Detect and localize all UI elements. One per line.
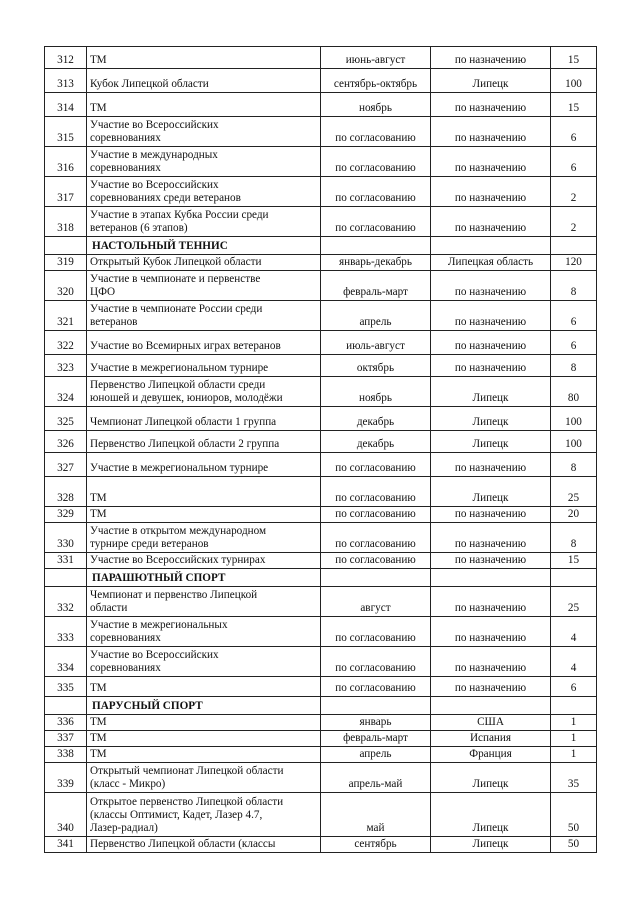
event-name-cell <box>87 407 321 431</box>
event-place-cell: по назначению <box>431 301 551 331</box>
event-name-line: ТМ <box>90 492 107 504</box>
event-name-line: Участие во Всероссийских <box>90 119 219 131</box>
table-row <box>45 271 597 301</box>
event-date-cell: апрель <box>321 301 431 331</box>
event-name-line: ЦФО <box>90 286 116 298</box>
participant-count-cell: 100 <box>551 431 597 453</box>
event-place-cell: США <box>431 715 551 731</box>
event-name-cell <box>87 731 321 747</box>
event-place-cell: Липецк <box>431 837 551 853</box>
table-row <box>45 837 597 853</box>
event-place-cell <box>431 237 551 255</box>
row-number-cell: 330 <box>45 523 87 553</box>
event-name-cell <box>87 587 321 617</box>
event-name-cell <box>87 301 321 331</box>
participant-count-cell: 35 <box>551 763 597 793</box>
table-row <box>45 301 597 331</box>
event-name-cell <box>87 177 321 207</box>
row-number-cell: 319 <box>45 255 87 271</box>
row-number-cell: 324 <box>45 377 87 407</box>
event-name-line: Участие в межрегиональном турнире <box>90 462 269 474</box>
event-place-cell: по назначению <box>431 331 551 355</box>
event-date-cell: по согласованию <box>321 453 431 477</box>
event-date-cell: январь <box>321 715 431 731</box>
event-name-line: соревнованиях <box>90 632 161 644</box>
participant-count-cell: 15 <box>551 47 597 69</box>
table-row <box>45 93 597 117</box>
table-row <box>45 477 597 507</box>
table-row <box>45 117 597 147</box>
row-number-cell: 341 <box>45 837 87 853</box>
event-place-cell: по назначению <box>431 177 551 207</box>
section-title <box>87 697 321 715</box>
event-name-cell <box>87 553 321 569</box>
event-date-cell: февраль-март <box>321 271 431 301</box>
participant-count-cell: 4 <box>551 647 597 677</box>
event-name-cell <box>87 147 321 177</box>
event-name-line: Участие в чемпионате и первенстве <box>90 273 261 285</box>
event-name-line: Участие в международных <box>90 149 218 161</box>
row-number-cell: 314 <box>45 93 87 117</box>
table-row <box>45 177 597 207</box>
event-date-cell: по согласованию <box>321 677 431 697</box>
event-name-cell <box>87 207 321 237</box>
event-name-line: Участие в межрегиональном турнире <box>90 362 269 374</box>
row-number-cell: 336 <box>45 715 87 731</box>
row-number-cell: 338 <box>45 747 87 763</box>
event-date-cell <box>321 569 431 587</box>
event-name-line: Чемпионат Липецкой области 1 группа <box>90 416 277 428</box>
event-name-cell <box>87 93 321 117</box>
event-place-cell: по назначению <box>431 677 551 697</box>
event-name-cell <box>87 255 321 271</box>
event-place-cell <box>431 697 551 715</box>
event-name-cell <box>87 523 321 553</box>
event-place-cell: Липецк <box>431 377 551 407</box>
event-place-cell: по назначению <box>431 147 551 177</box>
event-name-line: ветеранов (6 этапов) <box>90 222 188 234</box>
event-name-line: ТМ <box>90 682 107 694</box>
event-place-cell: по назначению <box>431 271 551 301</box>
row-number-cell: 337 <box>45 731 87 747</box>
events-table <box>44 46 597 853</box>
table-row <box>45 377 597 407</box>
participant-count-cell: 80 <box>551 377 597 407</box>
event-date-cell: февраль-март <box>321 731 431 747</box>
event-name-cell <box>87 47 321 69</box>
row-number-cell: 335 <box>45 677 87 697</box>
event-date-cell: по согласованию <box>321 147 431 177</box>
participant-count-cell: 50 <box>551 837 597 853</box>
table-row <box>45 677 597 697</box>
table-row <box>45 553 597 569</box>
event-name-line: ТМ <box>90 716 107 728</box>
event-name-cell <box>87 377 321 407</box>
participant-count-cell: 1 <box>551 731 597 747</box>
participant-count-cell: 20 <box>551 507 597 523</box>
event-date-cell: апрель-май <box>321 763 431 793</box>
event-date-cell: по согласованию <box>321 177 431 207</box>
event-place-cell <box>431 569 551 587</box>
participant-count-cell <box>551 697 597 715</box>
row-number-cell: 321 <box>45 301 87 331</box>
section-header-row <box>45 697 597 715</box>
event-name-line: области <box>90 602 128 614</box>
table-row <box>45 453 597 477</box>
participant-count-cell: 6 <box>551 677 597 697</box>
event-date-cell: по согласованию <box>321 523 431 553</box>
event-place-cell: по назначению <box>431 453 551 477</box>
event-place-cell: Липецкая область <box>431 255 551 271</box>
row-number-cell <box>45 237 87 255</box>
row-number-cell: 316 <box>45 147 87 177</box>
participant-count-cell: 25 <box>551 477 597 507</box>
event-name-line: Участие в чемпионате России среди <box>90 303 263 315</box>
event-name-line: юношей и девушек, юниоров, молодёжи <box>90 392 283 404</box>
event-place-cell: Липецк <box>431 763 551 793</box>
event-date-cell: сентябрь <box>321 837 431 853</box>
event-date-cell: по согласованию <box>321 617 431 647</box>
event-name-line: соревнованиях <box>90 162 161 174</box>
participant-count-cell: 50 <box>551 793 597 837</box>
event-place-cell: по назначению <box>431 207 551 237</box>
event-place-cell: Липецк <box>431 69 551 93</box>
event-name-line: Участие в этапах Кубка России среди <box>90 209 269 221</box>
event-place-cell: Испания <box>431 731 551 747</box>
event-name-line: Участие во Всероссийских <box>90 649 219 661</box>
participant-count-cell: 8 <box>551 453 597 477</box>
event-name-cell <box>87 331 321 355</box>
event-name-cell <box>87 793 321 837</box>
event-name-cell <box>87 747 321 763</box>
event-place-cell: по назначению <box>431 93 551 117</box>
event-name-line: Кубок Липецкой области <box>90 78 209 90</box>
table-row <box>45 587 597 617</box>
event-date-cell: октябрь <box>321 355 431 377</box>
event-date-cell: май <box>321 793 431 837</box>
table-row <box>45 715 597 731</box>
participant-count-cell: 100 <box>551 69 597 93</box>
participant-count-cell: 6 <box>551 147 597 177</box>
event-place-cell: Липецк <box>431 477 551 507</box>
table-row <box>45 731 597 747</box>
section-header-row <box>45 237 597 255</box>
event-name-line: Открытое первенство Липецкой области <box>90 796 284 808</box>
event-name-line: ТМ <box>90 732 107 744</box>
table-row <box>45 255 597 271</box>
event-name-line: Участие во Всемирных играх ветеранов <box>90 340 281 352</box>
event-name-cell <box>87 453 321 477</box>
row-number-cell: 332 <box>45 587 87 617</box>
participant-count-cell: 2 <box>551 207 597 237</box>
table-row <box>45 647 597 677</box>
event-name-line: Участие в открытом международном <box>90 525 267 537</box>
event-name-cell <box>87 477 321 507</box>
event-date-cell: по согласованию <box>321 507 431 523</box>
event-place-cell: Липецк <box>431 431 551 453</box>
event-date-cell: по согласованию <box>321 647 431 677</box>
event-date-cell: ноябрь <box>321 377 431 407</box>
row-number-cell: 320 <box>45 271 87 301</box>
row-number-cell <box>45 569 87 587</box>
table-row <box>45 523 597 553</box>
event-name-line: ТМ <box>90 508 107 520</box>
participant-count-cell: 120 <box>551 255 597 271</box>
event-date-cell: по согласованию <box>321 553 431 569</box>
table-row <box>45 763 597 793</box>
event-name-line: ветеранов <box>90 316 138 328</box>
table-row <box>45 207 597 237</box>
event-place-cell: по назначению <box>431 617 551 647</box>
participant-count-cell: 8 <box>551 523 597 553</box>
event-name-line: Участие в межрегиональных <box>90 619 228 631</box>
event-date-cell: июнь-август <box>321 47 431 69</box>
participant-count-cell: 15 <box>551 553 597 569</box>
event-name-line: Участие во Всероссийских <box>90 179 219 191</box>
participant-count-cell: 4 <box>551 617 597 647</box>
table-row <box>45 355 597 377</box>
table-row <box>45 431 597 453</box>
table-row <box>45 507 597 523</box>
participant-count-cell: 6 <box>551 301 597 331</box>
section-title <box>87 237 321 255</box>
event-name-line: Первенство Липецкой области 2 группа <box>90 438 280 450</box>
event-name-line: Первенство Липецкой области (классы <box>90 838 276 850</box>
event-name-cell <box>87 617 321 647</box>
event-name-line: турнире среди ветеранов <box>90 538 209 550</box>
row-number-cell: 333 <box>45 617 87 647</box>
event-place-cell: по назначению <box>431 587 551 617</box>
section-title <box>87 569 321 587</box>
event-date-cell: апрель <box>321 747 431 763</box>
event-name-cell <box>87 271 321 301</box>
row-number-cell: 327 <box>45 453 87 477</box>
event-name-line: (класс - Микро) <box>90 778 166 790</box>
event-name-cell <box>87 837 321 853</box>
event-place-cell: Липецк <box>431 793 551 837</box>
event-name-cell <box>87 355 321 377</box>
row-number-cell: 329 <box>45 507 87 523</box>
event-place-cell: Франция <box>431 747 551 763</box>
event-name-line: Открытый Кубок Липецкой области <box>90 256 262 268</box>
event-place-cell: по назначению <box>431 553 551 569</box>
events-table-body <box>45 47 597 853</box>
row-number-cell: 334 <box>45 647 87 677</box>
event-date-cell: по согласованию <box>321 117 431 147</box>
section-header-row <box>45 569 597 587</box>
event-name-line: (классы Оптимист, Кадет, Лазер 4.7, <box>90 809 263 821</box>
event-name-cell <box>87 69 321 93</box>
event-name-cell <box>87 431 321 453</box>
event-date-cell <box>321 697 431 715</box>
table-row <box>45 793 597 837</box>
participant-count-cell <box>551 569 597 587</box>
event-date-cell: по согласованию <box>321 207 431 237</box>
event-place-cell: по назначению <box>431 507 551 523</box>
table-row <box>45 69 597 93</box>
event-place-cell: Липецк <box>431 407 551 431</box>
table-row <box>45 617 597 647</box>
event-name-line: соревнованиях <box>90 132 161 144</box>
event-name-line: ПАРАШЮТНЫЙ СПОРТ <box>92 572 226 584</box>
event-place-cell: по назначению <box>431 523 551 553</box>
event-place-cell: по назначению <box>431 47 551 69</box>
participant-count-cell: 15 <box>551 93 597 117</box>
row-number-cell: 340 <box>45 793 87 837</box>
table-row <box>45 47 597 69</box>
table-row <box>45 747 597 763</box>
event-name-cell <box>87 763 321 793</box>
participant-count-cell <box>551 237 597 255</box>
row-number-cell: 339 <box>45 763 87 793</box>
event-name-line: Открытый чемпионат Липецкой области <box>90 765 284 777</box>
table-row <box>45 331 597 355</box>
event-name-cell <box>87 647 321 677</box>
participant-count-cell: 6 <box>551 331 597 355</box>
row-number-cell: 313 <box>45 69 87 93</box>
event-name-line: Первенство Липецкой области среди <box>90 379 266 391</box>
event-name-line: ТМ <box>90 54 107 66</box>
participant-count-cell: 100 <box>551 407 597 431</box>
participant-count-cell: 1 <box>551 747 597 763</box>
participant-count-cell: 6 <box>551 117 597 147</box>
event-name-line: ТМ <box>90 102 107 114</box>
participant-count-cell: 25 <box>551 587 597 617</box>
event-date-cell: ноябрь <box>321 93 431 117</box>
row-number-cell: 312 <box>45 47 87 69</box>
participant-count-cell: 8 <box>551 271 597 301</box>
event-name-cell <box>87 507 321 523</box>
event-date-cell: июль-август <box>321 331 431 355</box>
event-name-line: соревнованиях среди ветеранов <box>90 192 241 204</box>
event-name-line: ТМ <box>90 748 107 760</box>
event-date-cell <box>321 237 431 255</box>
row-number-cell: 322 <box>45 331 87 355</box>
row-number-cell: 328 <box>45 477 87 507</box>
row-number-cell: 326 <box>45 431 87 453</box>
participant-count-cell: 1 <box>551 715 597 731</box>
event-date-cell: сентябрь-октябрь <box>321 69 431 93</box>
table-row <box>45 147 597 177</box>
row-number-cell: 325 <box>45 407 87 431</box>
event-date-cell: по согласованию <box>321 477 431 507</box>
event-date-cell: декабрь <box>321 431 431 453</box>
event-name-cell <box>87 677 321 697</box>
event-place-cell: по назначению <box>431 355 551 377</box>
participant-count-cell: 8 <box>551 355 597 377</box>
row-number-cell: 315 <box>45 117 87 147</box>
event-date-cell: декабрь <box>321 407 431 431</box>
row-number-cell: 331 <box>45 553 87 569</box>
row-number-cell: 318 <box>45 207 87 237</box>
event-place-cell: по назначению <box>431 117 551 147</box>
event-name-line: НАСТОЛЬНЫЙ ТЕННИС <box>92 240 228 252</box>
event-name-line: ПАРУСНЫЙ СПОРТ <box>92 700 203 712</box>
event-name-cell <box>87 117 321 147</box>
event-name-line: Чемпионат и первенство Липецкой <box>90 589 258 601</box>
row-number-cell: 323 <box>45 355 87 377</box>
row-number-cell <box>45 697 87 715</box>
event-name-line: соревнованиях <box>90 662 161 674</box>
event-name-line: Лазер-радиал) <box>90 822 158 834</box>
event-name-cell <box>87 715 321 731</box>
event-date-cell: январь-декабрь <box>321 255 431 271</box>
row-number-cell: 317 <box>45 177 87 207</box>
participant-count-cell: 2 <box>551 177 597 207</box>
event-place-cell: по назначению <box>431 647 551 677</box>
event-date-cell: август <box>321 587 431 617</box>
table-row <box>45 407 597 431</box>
event-name-line: Участие во Всероссийских турнирах <box>90 554 266 566</box>
